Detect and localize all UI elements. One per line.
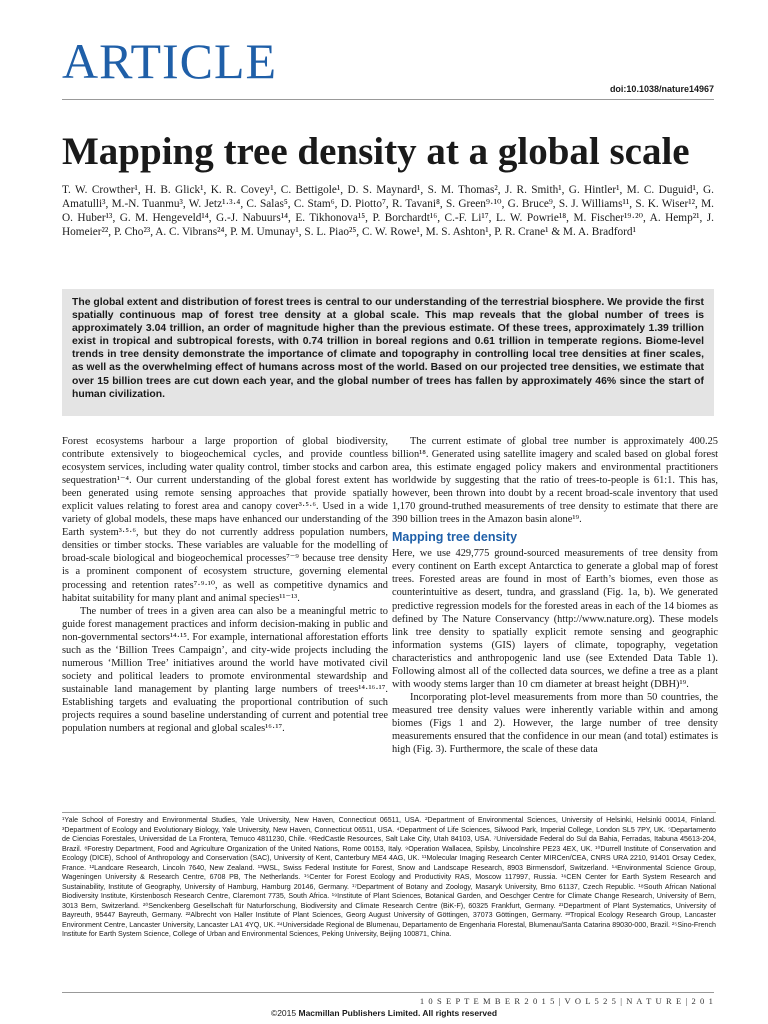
section-heading: Mapping tree density bbox=[392, 530, 518, 545]
paragraph: Incorporating plot-level measurements from more than 50 countries, the measured tree density values were inherently variable within and among biomes (Figs 1 and 2). However, the large number of tree density measurements ensured that the confidence in our mean (and total) estimates is high (Fig. 3). Furthermore, the scale of these data bbox=[392, 691, 718, 756]
paragraph: Forest ecosystems harbour a large proportion of global biodiversity, contribute extensively to biogeochemical cycles, and provide countless ecosystem services, including water quality control, timber stocks and carbon sequestration¹⁻⁴. Our current understanding of the global forest extent has been generated using remote sensing approaches that provide spatially explicit values relating to forest area and canopy cover³·⁵·⁶. Used in a wide variety of global models, these maps have enhanced our understanding of the Earth system³·⁵·⁶, but they do not currently address population numbers, densities or timber stocks. These variables are valuable for the modelling of broad-scale biological and biogeochemical processes⁷⁻⁹ because tree density is a prominent component of ecosystem structure, governing elemental processing and retention rates⁷·⁹·¹⁰, as well as competitive dynamics and habitat suitability for many plant and animal species¹¹⁻¹³. bbox=[62, 436, 388, 604]
author-list: T. W. Crowther¹, H. B. Glick¹, K. R. Covey¹, C. Bettigole¹, D. S. Maynard¹, S. M. Thomas², J. R. Smith¹, G. Hintler¹, M. C. Duguid¹, G. Amatulli³, M.-N. Tuanmu³, W. Jetz¹·³·⁴, C. Salas⁵, C. Stam⁶, D. Piotto⁷, R. Tavani⁸, S. Green⁹·¹⁰, G. Bruce⁹, S. J. Williams¹¹, S. K. Wiser¹², M. O. Huber¹³, G. M. Hengeveld¹⁴, G.-J. Nabuurs¹⁴, E. Tikhonova¹⁵, P. Borchardt¹⁶, C.-F. Li¹⁷, L. W. Powrie¹⁸, M. Fischer¹⁹·²⁰, A. Hemp²¹, J. Homeier²², P. Cho²³, A. C. Vibrans²⁴, P. M. Umunay¹, S. L. Piao²⁵, C. W. Rowe¹, M. S. Ashton¹, P. R. Crane¹ & M. A. Bradford¹ bbox=[62, 184, 714, 238]
doi[interactable]: doi:10.1038/nature14967 bbox=[609, 84, 714, 94]
paragraph: The number of trees in a given area can also be a meaningful metric to guide forest management practices and inform decision-making in public and non-governmental sectors¹⁴·¹⁵. For example, international afforestation efforts such as the ‘Billion Trees Campaign’, and city-wide projects including the numerous ‘Million Tree’ initiatives around the world have motivated civil society and political leaders to promote environmental stewardship and sustainable land management by planting large numbers of trees¹⁴·¹⁶·¹⁷. Establishing targets and evaluating the proportional contribution of such projects requires a sound baseline understanding of current and potential tree population numbers at regional and global scales¹⁶·¹⁷. bbox=[62, 605, 388, 735]
abstract-box: The global extent and distribution of forest trees is central to our understanding of the terrestrial biosphere. We provide the first spatially continuous map of forest tree density at a global scale. This map reveals that the global number of trees is approximately 3.04 trillion, an order of magnitude higher than the previous estimate. Of these trees, approximately 1.39 trillion exist in tropical and subtropical forests, with 0.74 trillion in boreal regions and 0.61 trillion in temperate regions. Biome-level trends in tree density demonstrate the importance of climate and topography in controlling local tree densities at finer scales, as well as the overwhelming effect of humans across most of the world. Based on our projected tree densities, we estimate that over 15 billion trees are cut down each year, and the global number of trees has fallen by approximately 46% since the start of human civilization. bbox=[62, 289, 714, 416]
affiliations-footnotes: ¹Yale School of Forestry and Environmental Studies, Yale University, New Haven, Connecticut 06511, USA. ²Department of Environmental Sciences, University of Helsinki, Helsinki 00014, Finland. ³Department of Ecology and Evolutionary Biology, Yale University, New Haven, Connecticut 06511, USA. ⁴Department of Life Sciences, Silwood Park, Imperial College, London SL5 7PY, UK. ⁵Departamento de Ciencias Forestales, Universidad de La Frontera, Temuco 4811230, Chile. ⁶RedCastle Resources, Salt Lake City, Utah 84103, USA. ⁷Universidade Federal do Sul da Bahia, Ferradas, Itabuna 45613-204, Brazil. ⁸Forestry Department, Food and Agriculture Organization of the United Nations, Rome 00153, Italy. ⁹Operation Wallacea, Spilsby, Lincolnshire PE23 4EX, UK. ¹⁰Durrell Institute of Conservation and Ecology (DICE), School of Anthropology and Conservation (SAC), University of Kent, Canterbury ME4 4AG, UK. ¹¹Molecular Imaging Research Center MIRCen/CEA, CNRS URA 2210, 91401 Orsay Cedex, France. ¹²Landcare Research, Lincoln 7640, New Zealand. ¹³WSL, Swiss Federal Institute for Forest, Snow and Landscape Research, 8903 Birmensdorf, Switzerland. ¹⁴Environmental Science Group, Wageningen University & Research Centre, 6708 PB, The Netherlands. ¹⁵Center for Forest Ecology and Productivity RAS, Moscow 117997, Russia. ¹⁶CEN Center for Earth System Research and Sustainability, Institute of Geography, University of Hamburg, Hamburg 20146, Germany. ¹⁷Department of Botany and Zoology, Masaryk University, Brno 61137, Czech Republic. ¹⁸South African National Biodiversity Institute, Kirstenbosch Research Centre, Claremont 7735, South Africa. ¹⁹Institute of Plant Sciences, Botanical Garden, and Oeschger Centre for Climate Change Research, University of Bern, 3013 Bern, Switzerland. ²⁰Senckenberg Gesellschaft für Naturforschung, Biodiversity and Climate Research Centre (BiK-F), 60325 Frankfurt, Germany. ²¹Department of Plant Systematics, University of Bayreuth, 95447 Bayreuth, Germany. ²²Albrecht von Haller Institute of Plant Sciences, Georg August University of Göttingen, 37073 Göttingen, Germany. ²³Tropical Ecology Research Group, Lancaster Environment Centre, Lancaster University, Lancaster LA1 4YQ, UK. ²⁴Universidade Regional de Blumenau, Departamento de Engenharia Florestal, Blumenau/Santa Catarina 89030-000, Brazil. ²⁵Sino-French Institute for Earth System Science, College of Urban and Environmental Sciences, Peking University, Beijing 100871, China. bbox=[62, 812, 716, 940]
header-rule bbox=[62, 99, 714, 100]
copyright-text: Macmillan Publishers Limited. All rights reserved bbox=[298, 1008, 498, 1018]
journal-info: 1 0 S E P T E M B E R 2 0 1 5 | V O L 5 2 5 | N A T U R E | 2 0 1 bbox=[419, 996, 714, 1006]
article-title: Mapping tree density at a global scale bbox=[62, 130, 690, 173]
footer-rule bbox=[62, 992, 714, 993]
body-column-left bbox=[62, 435, 388, 735]
paragraph: Here, we use 429,775 ground-sourced measurements of tree density from every continent on Earth except Antarctica to generate a global map of forest trees. Forested areas are found in most of Earth’s biomes, even those as counterintuitive as desert, tundra, and grassland (Fig. 1a, b). We generated predictive regression models for the forested areas in each of the 14 biomes as defined by The Nature Conservancy (http://www.nature.org). These models link tree density to spatially explicit remote sensing and geographic information systems (GIS) layers of climate, topography, vegetation characteristics and anthropogenic land use (see Extended Data Table 1). Following almost all of the collected data sources, we define a tree as a plant with woody stems larger than 10 cm diameter at breast height (DBH)¹⁹. bbox=[392, 548, 718, 690]
body-column-right bbox=[392, 435, 718, 756]
copyright-symbol: ©2015 bbox=[270, 1008, 297, 1018]
copyright bbox=[0, 1008, 768, 1018]
article-label: ARTICLE bbox=[62, 33, 278, 89]
paragraph: The current estimate of global tree number is approximately 400.25 billion¹⁸. Generated using satellite imagery and scaled based on global forest area, this estimate engaged policy makers and environmental practitioners worldwide by suggesting that the ratio of trees-to-people is 61:1. This has, however, been thrown into doubt by a recent broad-scale inventory that used 1,170 ground-truthed measurements of tree density to estimate that there are 390 billion trees in the Amazon basin alone¹⁹. bbox=[392, 436, 718, 526]
